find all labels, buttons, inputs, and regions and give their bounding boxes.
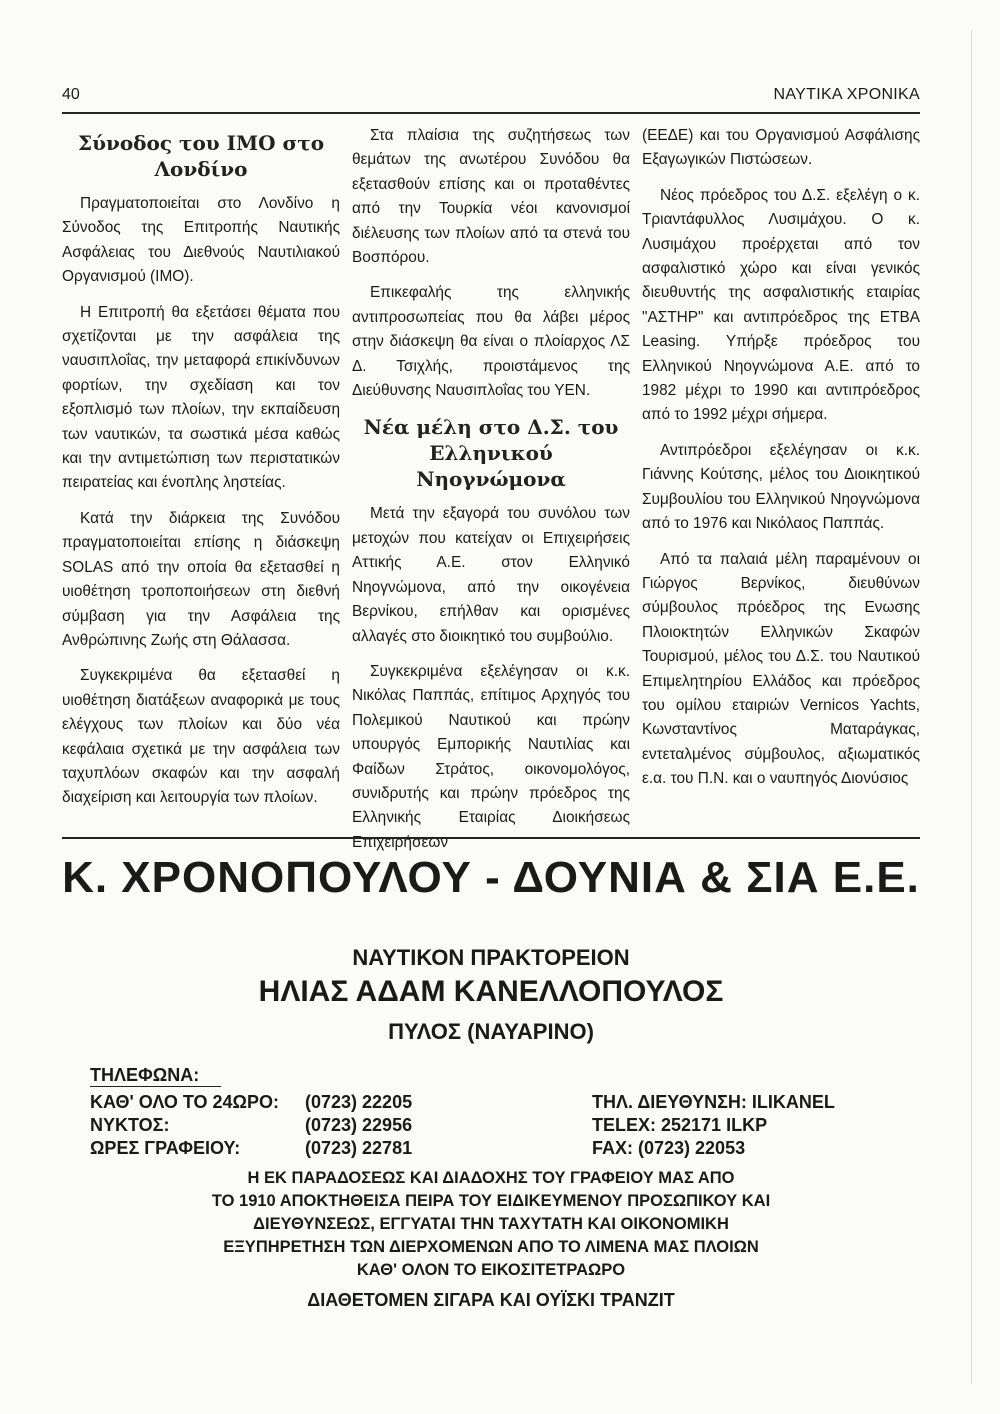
article-imo-paragraph: Πραγματοποιείται στο Λονδίνο η Σύνοδος της Επιτροπής Ναυτικής Ασφάλειας του Διεθνούς Ναυτιλιακού Οργανισμού (IMO). — [62, 195, 340, 286]
column-1 — [62, 124, 340, 866]
article-imo-paragraph: Στα πλαίσια της συζητήσεως των θεμάτων της ανωτέρου Συνόδου θα εξετασθούν επίσης και οι προταθέντες από την Τουρκία νέοι κανονισμοί διέλευσης των πλοίων από τα στενά του Βοσπόρου. — [352, 127, 630, 267]
article-imo-paragraph: Η Επιτροπή θα εξετάσει θέματα που σχετίζονται με την ασφάλεια της ναυσιπλοΐας, την μεταφορά επικίνδυνων φορτίων, την σχεδίαση και τον εξοπλισμό των πλοίων, την εκπαίδευση των ναυτικών, τα σωστικά μέσα καθώς και την αντιμετώπιση των περιστατικών πειρατείας και ένοπλης ληστείας. — [62, 303, 340, 492]
ad-phone-label: ΝΥΚΤΟΣ: — [90, 1115, 170, 1135]
ad-tagline: ΔΙΑΘΕΤΟΜΕΝ ΣΙΓΑΡΑ ΚΑΙ ΟΥΪΣΚΙ ΤΡΑΝΖΙΤ — [307, 1290, 675, 1310]
ad-description-line: ΔΙΕΥΘΥΝΣΕΩΣ, ΕΓΓΥΑΤΑΙ ΤΗΝ ΤΑΧΥΤΑΤΗ ΚΑΙ ΟΙΚΟΝΟΜΙΚΗ — [253, 1215, 729, 1233]
ad-phone-label: ΩΡΕΣ ΓΡΑΦΕΙΟΥ: — [90, 1138, 241, 1158]
ad-description-line: Η ΕΚ ΠΑΡΑΔΟΣΕΩΣ ΚΑΙ ΔΙΑΔΟΧΗΣ ΤΟΥ ΓΡΑΦΕΙΟΥ ΜΑΣ ΑΠΟ — [247, 1169, 735, 1187]
ad-telex: TELEX: 252171 ILKP — [592, 1115, 768, 1135]
running-title: ΝΑΥΤΙΚΑ ΧΡΟΝΙΚΑ — [773, 86, 920, 103]
ad-description — [62, 1167, 920, 1282]
article-registry-paragraph: Μετά την εξαγορά του συνόλου των μετοχών που κατείχαν οι Επιχειρήσεις Αττικής Α.Ε. στον Ελληνικό Νηογνώμονα, από την οικογένεια Βερνίκου, επήλθαν και ορισμένες αλλαγές στο διοικητικό του συμβούλιο. — [352, 505, 630, 645]
column-3 — [642, 124, 920, 866]
article-registry-paragraph: Συγκεκριμένα εξελέγησαν οι κ.κ. Νικόλας Παππάς, επίτιμος Αρχηγός του Πολεμικού Ναυτικού και πρώην υπουργός Εμπορικής Ναυτιλίας και Φαίδων Στράτος, οικονομολόγος, συνιδρυτής και πρώην πρόεδρος της Ελληνικής Εταιρίας Διοικήσεως Επιχειρήσεων — [352, 662, 630, 851]
ad-company-name: Κ. ΧΡΟΝΟΠΟΥΛΟΥ - ΔΟΥΝΙΑ & ΣΙΑ Ε.Ε. — [62, 853, 920, 902]
ad-phone-label: ΚΑΘ' ΟΛΟ ΤΟ 24ΩΡΟ: — [90, 1092, 279, 1112]
ad-phones-label: ΤΗΛΕΦΩΝΑ: — [90, 1065, 221, 1087]
page-header — [62, 84, 920, 114]
ad-agency-owner: ΗΛΙΑΣ ΑΔΑΜ ΚΑΝΕΛΛΟΠΟΥΛΟΣ — [258, 975, 724, 1008]
advertisement — [62, 845, 920, 1325]
article-imo-paragraph: Κατά την διάρκεια της Συνόδου πραγματοποιείται επίσης η διάσκεψη SOLAS από την οποία θα εξετασθεί η υιοθέτηση τροποποιήσεων στη διεθνή σύμβαση για την Ασφάλεια της Ανθρώπινης Ζωής στη Θάλασσα. — [62, 509, 340, 649]
article-registry-paragraph: (ΕΕΔΕ) και του Οργανισμού Ασφάλισης Εξαγωγικών Πιστώσεων. — [642, 127, 920, 169]
ad-phone-number: (0723) 22956 — [305, 1115, 413, 1135]
ad-contact-list — [592, 1091, 835, 1160]
article-registry-paragraph: Νέος πρόεδρος του Δ.Σ. εξελέγη ο κ. Τριαντάφυλλος Λυσιμάχου. Ο κ. Λυσιμάχου προέρχεται από τον ασφαλιστικό χώρο και είναι γενικός διευθυντής της ασφαλιστικής εταιρίας "ΑΣΤΗΡ" και αντιπρόεδρος της ΕΤΒΑ Leasing. Υπήρξε πρόεδρος του Ελληνικού Νηογνώμονα Α.Ε. από το 1982 μέχρι το 1990 και αντιπρόεδρος από το 1992 μέχρι σήμερα. — [642, 186, 920, 424]
page-number: 40 — [62, 86, 80, 103]
article-imo-paragraph: Συγκεκριμένα θα εξετασθεί η υιοθέτηση διατάξεων αναφορικά με τους ελέγχους των πλοίων και δύο νέα κεφάλαια σχετικά με την ασφάλεια των ταχυπλόων σκαφών και την ασφαλή διαχείριση και λειτουργία των πλοίων. — [62, 667, 340, 807]
ad-description-line: ΕΞΥΠΗΡΕΤΗΣΗ ΤΩΝ ΔΙΕΡΧΟΜΕΝΩΝ ΑΠΟ ΤΟ ΛΙΜΕΝΑ ΜΑΣ ΠΛΟΙΩΝ — [223, 1238, 759, 1256]
article-registry-title: Νέα μέλη στο Δ.Σ. του Ελληνικού Νηογνώμονα — [363, 415, 619, 492]
ad-telegraph: ΤΗΛ. ΔΙΕΥΘΥΝΣΗ: ILIKANEL — [592, 1092, 835, 1112]
ad-phone-row — [90, 1114, 412, 1137]
article-registry-paragraph: Από τα παλαιά μέλη παραμένουν οι Γιώργος Βερνίκος, διευθύνων σύμβουλος πρόεδρος της Ενωσης Πλοιοκτητών Ελληνικών Σκαφών Τουρισμού, μέλος του Δ.Σ. του Ναυτικού Επιμελητηρίου Ελλάδος και πρόεδρος του ομίλου εταιριών Vernicos Yachts, Κωνσταντίνος Ματαράγκας, εντεταλμένος σύμβουλος, αξιωματικός ε.α. του Π.Ν. και ο ναυπηγός Διονύσιος — [642, 550, 920, 788]
article-imo-paragraph: Επικεφαλής της ελληνικής αντιπροσωπείας που θα λάβει μέρος στην διάσκεψη θα είναι ο πλοίαρχος ΛΣ Δ. Τσιχλής, προιστάμενος της Διεύθυνσης Ναυσιπλοΐας του ΥΕΝ. — [352, 284, 630, 400]
article-columns — [62, 124, 920, 851]
article-registry-paragraph: Αντιπρόεδροι εξελέγησαν οι κ.κ. Γιάννης Κούτσης, μέλος του Διοικητικού Συμβουλίου του Ελληνικού Νηογνώμονα από το 1976 και Νικόλαος Παππάς. — [642, 441, 920, 533]
ad-phone-list — [90, 1091, 412, 1160]
ad-divider — [62, 837, 920, 839]
ad-location: ΠΥΛΟΣ (ΝΑΥΑΡΙΝΟ) — [388, 1019, 594, 1044]
ad-agency-type: ΝΑΥΤΙΚΟΝ ΠΡΑΚΤΟΡΕΙΟΝ — [352, 945, 630, 970]
ad-phone-row — [90, 1091, 412, 1114]
ad-description-line: ΚΑΘ' ΟΛΟΝ ΤΟ ΕΙΚΟΣΙΤΕΤΡΑΩΡΟ — [356, 1261, 626, 1279]
article-imo-title: Σύνοδος του ΙΜΟ στο Λονδίνο — [77, 131, 325, 181]
page-edge-line — [971, 30, 972, 1384]
ad-phone-row — [90, 1137, 412, 1160]
ad-phone-number: (0723) 22781 — [305, 1138, 413, 1158]
column-2 — [352, 124, 630, 866]
ad-description-line: ΤΟ 1910 ΑΠΟΚΤΗΘΕΙΣΑ ΠΕΙΡΑ ΤΟΥ ΕΙΔΙΚΕΥΜΕΝΟΥ ΠΡΟΣΩΠΙΚΟΥ ΚΑΙ — [211, 1192, 771, 1210]
ad-phone-number: (0723) 22205 — [305, 1092, 413, 1112]
ad-fax: FAX: (0723) 22053 — [592, 1138, 746, 1158]
